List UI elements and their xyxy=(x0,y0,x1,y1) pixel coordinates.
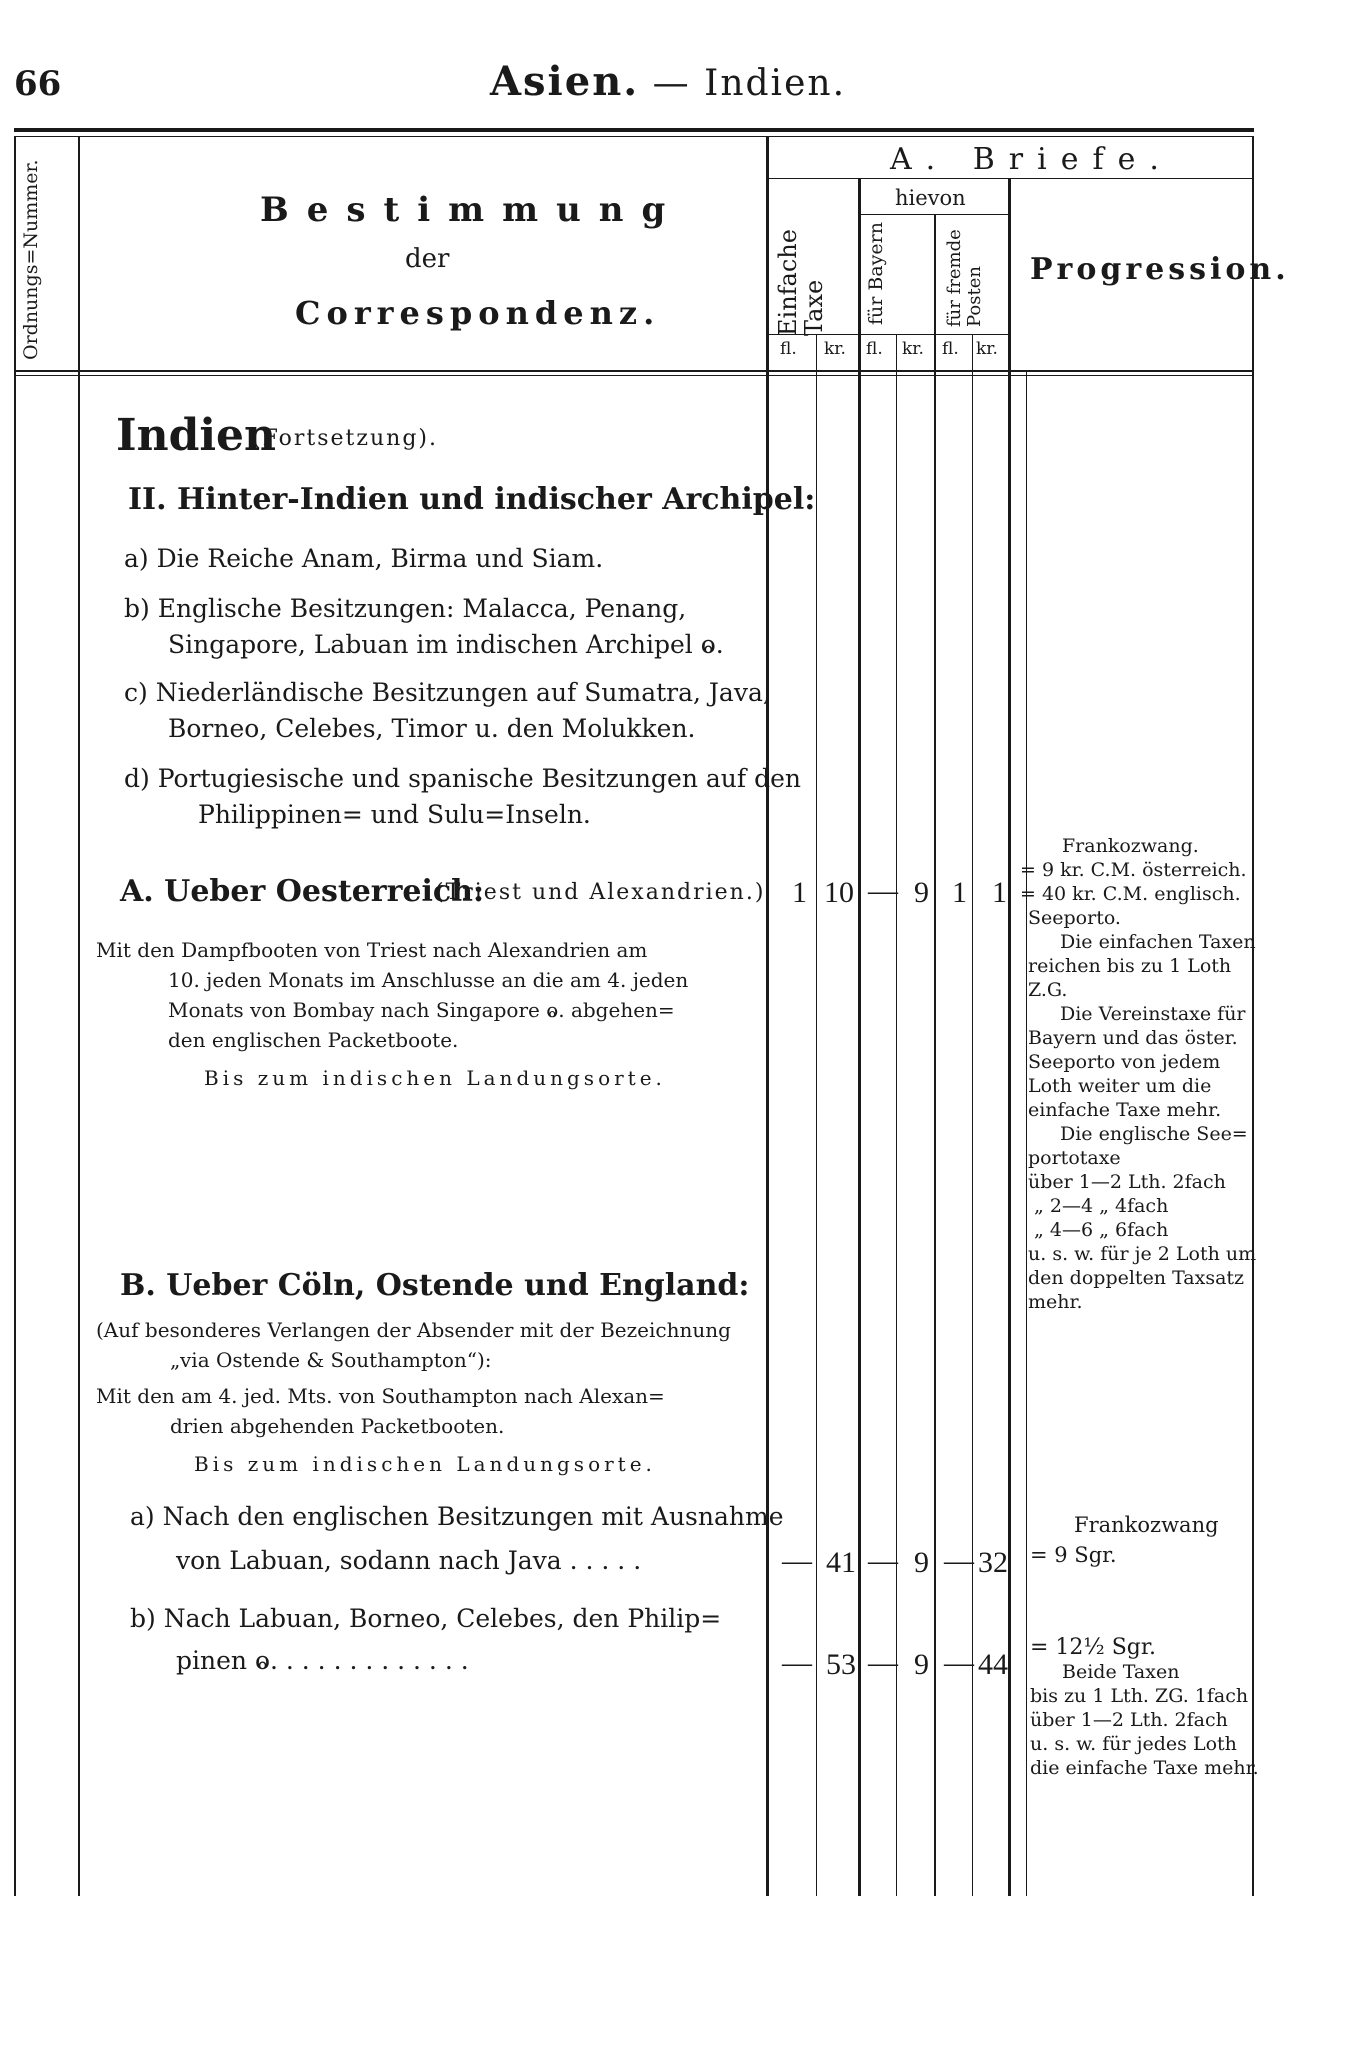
note-line: die einfache Taxe mehr. xyxy=(1030,1757,1259,1779)
route-a-heading: A. Ueber Oesterreich: xyxy=(120,874,485,909)
route-b-heading: B. Ueber Cöln, Ostende und England: xyxy=(120,1268,750,1303)
route-b-a-line2: von Labuan, sodann nach Java . . . . . xyxy=(176,1546,642,1575)
note-line: „ 2—4 „ 4fach xyxy=(1034,1195,1169,1217)
progression-note-englische-besitzungen xyxy=(1030,1510,1219,1570)
einfache-taxe-fl: — xyxy=(782,1544,812,1577)
fremde-posten-kr: 1 xyxy=(992,876,1007,909)
currency-kr-3: kr. xyxy=(976,339,998,359)
note-line: „ 4—6 „ 6fach xyxy=(1034,1219,1169,1241)
note-line: = 40 kr. C.M. englisch. xyxy=(1020,883,1241,905)
continuation-note: (Fortsetzung). xyxy=(252,426,438,451)
note-line: bis zu 1 Lth. ZG. 1fach xyxy=(1030,1685,1249,1707)
item-b-line2: Singapore, Labuan im indischen Archipel ⱺ. xyxy=(168,630,724,659)
route-a-text-2: 10. jeden Monats im Anschlusse an die am 4. jeden xyxy=(168,968,689,992)
note-line: Seeporto von jedem xyxy=(1028,1051,1221,1073)
einf-fl-line xyxy=(816,334,817,1896)
fremde-posten-kr: 44 xyxy=(978,1648,1008,1681)
note-line: u. s. w. für jedes Loth xyxy=(1030,1733,1237,1755)
currency-fl-1: fl. xyxy=(780,339,797,359)
route-a-destination: Bis zum indischen Landungsorte. xyxy=(204,1066,666,1090)
briefe-rule xyxy=(768,178,1254,179)
currency-kr-1: kr. xyxy=(824,339,846,359)
item-c-line1: c) Niederländische Besitzungen auf Sumatra, Java, xyxy=(124,678,771,707)
header-bottom-rule xyxy=(14,370,1254,372)
einfache-taxe-header: Einfache Taxe xyxy=(774,229,828,336)
note-line: über 1—2 Lth. 2fach xyxy=(1028,1171,1226,1193)
note-line: Die einfachen Taxen xyxy=(1060,931,1256,953)
route-b-b-line1: b) Nach Labuan, Borneo, Celebes, den Philip= xyxy=(130,1604,722,1633)
einfache-taxe-fl: — xyxy=(782,1646,812,1679)
item-c-line2: Borneo, Celebes, Timor u. den Molukken. xyxy=(168,714,696,743)
correspondenz-header: Correspondenz. xyxy=(295,294,661,332)
bayern-kr: 9 xyxy=(914,876,929,909)
fremde-posten-fl: 1 xyxy=(952,876,967,909)
einf-kr-line xyxy=(858,178,861,1896)
fuer-fremde-posten-header: für fremde Posten xyxy=(944,229,985,327)
route-b-text-4: drien abgehenden Packetbooten. xyxy=(170,1414,505,1438)
item-a: a) Die Reiche Anam, Birma und Siam. xyxy=(124,544,604,573)
note-line: mehr. xyxy=(1028,1291,1083,1313)
running-title-separator: — xyxy=(639,63,705,104)
top-rule-thin xyxy=(14,136,1254,137)
running-title-sub: Indien. xyxy=(704,63,847,104)
bestimmung-col-line xyxy=(766,136,769,1896)
bayern-fl: — xyxy=(868,874,898,907)
progression-header: Progression. xyxy=(1030,252,1290,287)
item-d-line2: Philippinen= und Sulu=Inseln. xyxy=(198,800,591,829)
ordnungs-nummer-header: Ordnungs=Nummer. xyxy=(20,159,42,360)
note-line: Frankozwang xyxy=(1074,1513,1219,1537)
frem-kr-line xyxy=(1008,178,1011,1896)
left-edge-line xyxy=(14,136,16,1896)
route-a-text-4: den englischen Packetboote. xyxy=(168,1028,459,1052)
currency-fl-3: fl. xyxy=(942,339,959,359)
einfache-taxe-kr: 10 xyxy=(824,876,854,909)
note-line: Beide Taxen xyxy=(1062,1661,1180,1683)
route-b-text-1: (Auf besonderes Verlangen der Absender mit der Bezeichnung xyxy=(96,1318,731,1342)
einfache-taxe-kr: 41 xyxy=(826,1546,856,1579)
fremde-posten-kr: 32 xyxy=(978,1546,1008,1579)
progression-notes-labuan xyxy=(1030,1636,1259,1780)
route-a-text-3: Monats von Bombay nach Singapore ⱺ. abgehen= xyxy=(168,998,675,1022)
note-line: Bayern und das öster. xyxy=(1028,1027,1238,1049)
einfache-taxe-fl: 1 xyxy=(792,876,807,909)
bayern-fl: — xyxy=(868,1646,898,1679)
bayern-kr: 9 xyxy=(914,1648,929,1681)
note-line: Die Vereinstaxe für xyxy=(1060,1003,1246,1025)
header-bottom-rule-2 xyxy=(14,375,1254,376)
note-line: Loth weiter um die xyxy=(1028,1075,1212,1097)
top-rule-thick xyxy=(14,128,1254,132)
note-line: Z.G. xyxy=(1028,979,1068,1001)
bestimmung-header: Bestimmung xyxy=(260,190,684,230)
note-line: u. s. w. für je 2 Loth um xyxy=(1028,1243,1257,1265)
note-line: = 9 kr. C.M. österreich. xyxy=(1020,859,1247,881)
note-line: Frankozwang. xyxy=(1062,835,1199,857)
route-b-b-line2: pinen ⱺ. . . . . . . . . . . . . xyxy=(176,1646,469,1675)
route-b-text-2: „via Ostende & Southampton“): xyxy=(170,1348,492,1372)
note-line: den doppelten Taxsatz xyxy=(1028,1267,1245,1289)
running-title xyxy=(490,58,846,105)
bayern-fl: — xyxy=(868,1544,898,1577)
bay-kr-line xyxy=(934,214,936,1896)
section-heading: II. Hinter-Indien und indischer Archipel: xyxy=(128,482,816,517)
currency-fl-2: fl. xyxy=(866,339,883,359)
note-line: Die englische See= xyxy=(1060,1123,1248,1145)
note-line: einfache Taxe mehr. xyxy=(1028,1099,1222,1121)
currency-kr-2: kr. xyxy=(902,339,924,359)
item-b-line1: b) Englische Besitzungen: Malacca, Penang, xyxy=(124,594,687,623)
note-line: reichen bis zu 1 Loth xyxy=(1028,955,1232,977)
country-heading: Indien xyxy=(116,410,277,461)
briefe-header: A. Briefe. xyxy=(890,142,1173,177)
hievon-header: hievon xyxy=(895,186,966,210)
route-a-text-1: Mit den Dampfbooten von Triest nach Alexandrien am xyxy=(96,938,648,962)
note-line: über 1—2 Lth. 2fach xyxy=(1030,1709,1228,1731)
einfache-taxe-kr: 53 xyxy=(826,1648,856,1681)
fremde-posten-fl: — xyxy=(944,1646,974,1679)
item-d-line1: d) Portugiesische und spanische Besitzungen auf den xyxy=(124,764,801,793)
fremde-posten-fl: — xyxy=(944,1544,974,1577)
route-b-a-line1: a) Nach den englischen Besitzungen mit Ausnahme xyxy=(130,1502,784,1531)
route-a-parenthetical: (Triest und Alexandrien.) xyxy=(435,880,766,905)
progression-notes-oesterreich xyxy=(1020,834,1256,1314)
bayern-kr: 9 xyxy=(914,1546,929,1579)
ordnung-col-line xyxy=(78,136,80,1896)
route-b-destination: Bis zum indischen Landungsorte. xyxy=(194,1452,656,1476)
note-line: = 12½ Sgr. xyxy=(1030,1635,1156,1660)
running-title-main: Asien. xyxy=(490,58,640,105)
route-b-text-3: Mit den am 4. jed. Mts. von Southampton nach Alexan= xyxy=(96,1384,665,1408)
note-line: = 9 Sgr. xyxy=(1030,1543,1117,1567)
page-number: 66 xyxy=(14,64,62,104)
bestimmung-der: der xyxy=(405,244,450,274)
note-line: Seeporto. xyxy=(1028,907,1121,929)
note-line: portotaxe xyxy=(1028,1147,1121,1169)
fuer-bayern-header: für Bayern xyxy=(865,222,887,325)
